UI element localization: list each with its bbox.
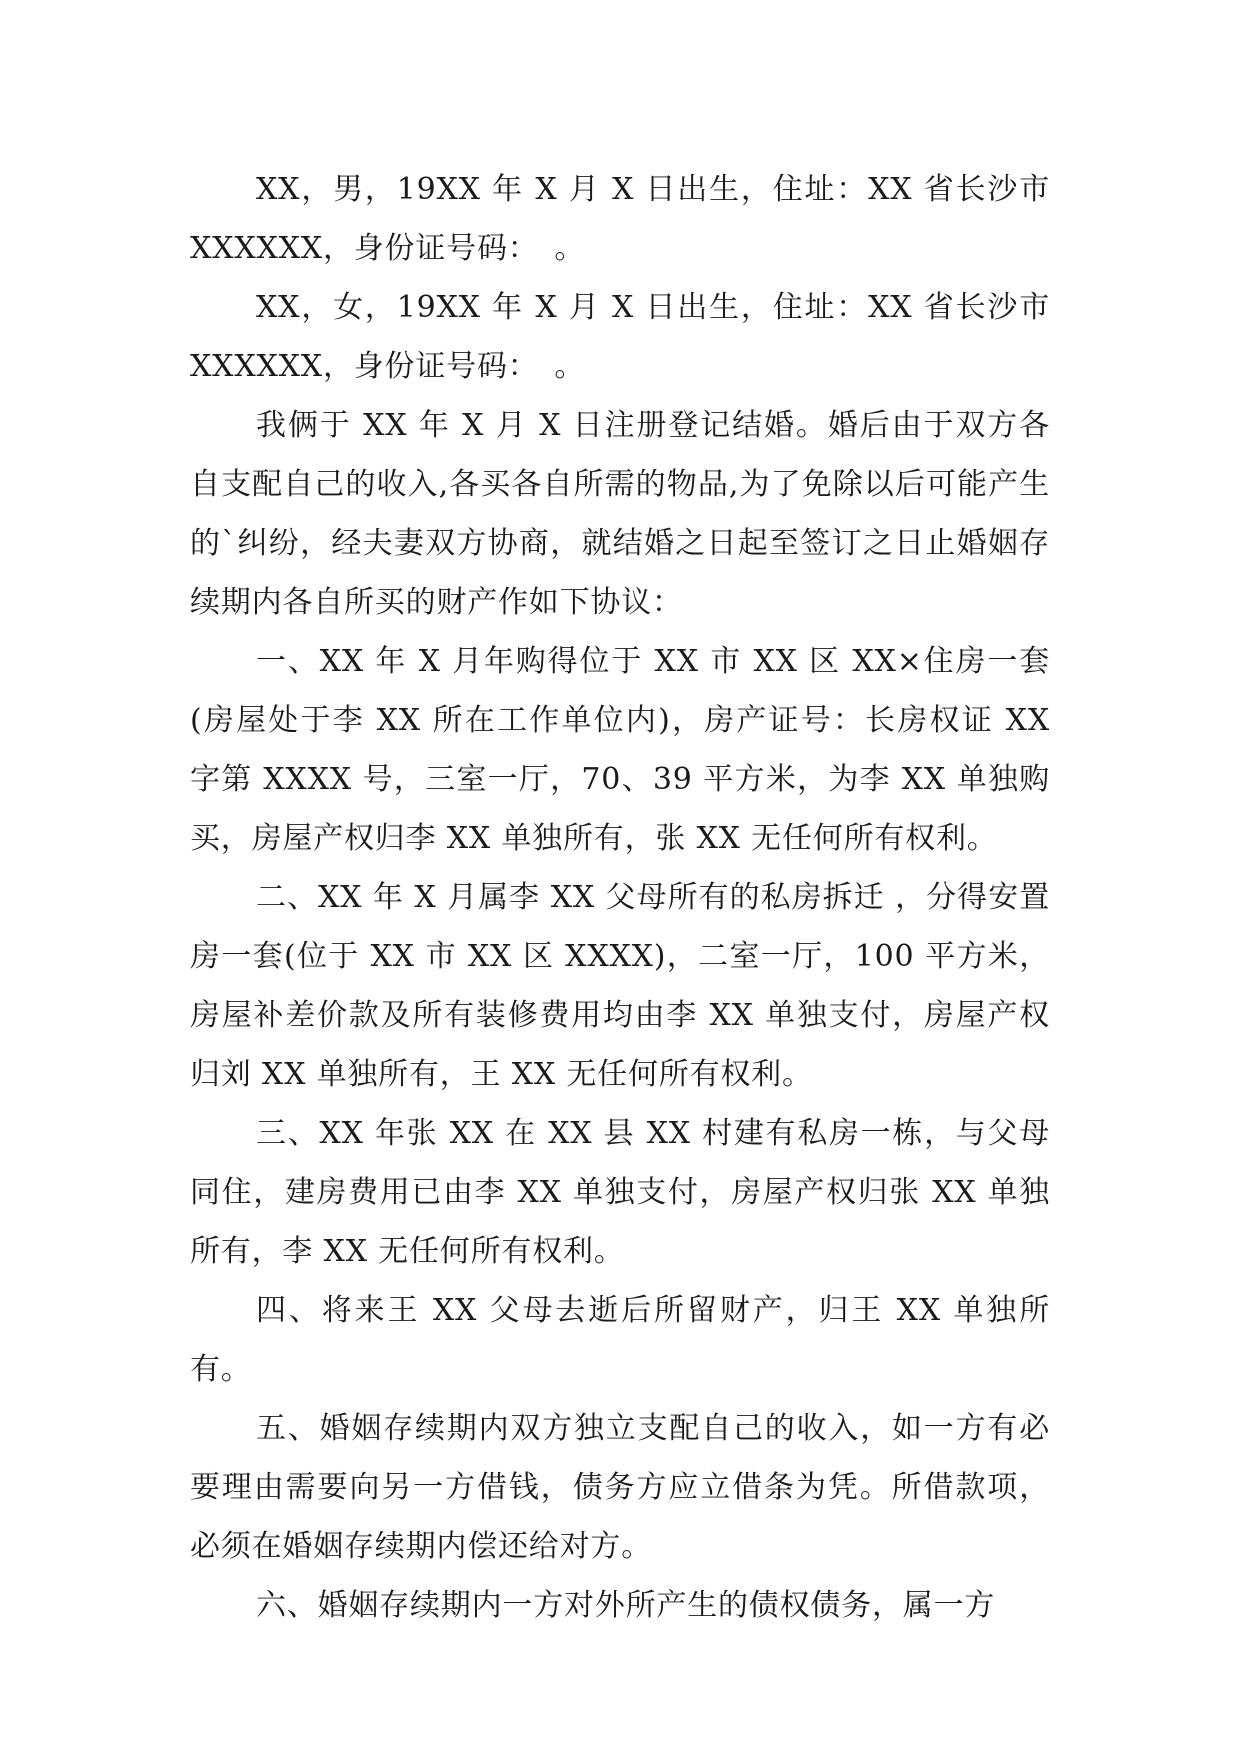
paragraph-clause-6: 六、婚姻存续期内一方对外所产生的债权债务，属一方 bbox=[256, 1588, 996, 1623]
paragraph-party-male: XX，男，19XX 年 X 月 X 日出生，住址：XX 省长沙市 XXXXXX，身份证号码： 。 bbox=[190, 172, 1050, 266]
paragraph-clause-1: 一、XX 年 X 月年购得位于 XX 市 XX 区 XX×住房一套(房屋处于李 XX 所在工作单位内)，房产证号：长房权证 XX 字第 XXXX 号，三室一厅，70、39 平方米，为李 XX 单独购买，房屋产权归李 XX 单独所有，张 XX 无任何所有权利。 bbox=[190, 644, 1050, 856]
paragraph-clause-3: 三、XX 年张 XX 在 XX 县 XX 村建有私房一栋，与父母同住，建房费用已由李 XX 单独支付，房屋产权归张 XX 单独所有，李 XX 无任何所有权利。 bbox=[190, 1116, 1050, 1269]
paragraph-party-female: XX，女，19XX 年 X 月 X 日出生，住址：XX 省长沙市 XXXXXX，身份证号码： 。 bbox=[190, 290, 1050, 384]
paragraph-clause-4: 四、将来王 XX 父母去逝后所留财产，归王 XX 单独所有。 bbox=[190, 1293, 1050, 1387]
document-body bbox=[190, 160, 1050, 1635]
paragraph-preamble: 我俩于 XX 年 X 月 X 日注册登记结婚。婚后由于双方各自支配自己的收入,各买各自所需的物品,为了免除以后可能产生的`纠纷，经夫妻双方协商，就结婚之日起至签订之日止婚姻存续期内各自所买的财产作如下协议： bbox=[190, 408, 1050, 620]
paragraph-clause-5: 五、婚姻存续期内双方独立支配自己的收入，如一方有必要理由需要向另一方借钱，债务方应立借条为凭。所借款项，必须在婚姻存续期内偿还给对方。 bbox=[190, 1411, 1050, 1564]
paragraph-clause-2: 二、XX 年 X 月属李 XX 父母所有的私房拆迁 ，分得安置房一套(位于 XX 市 XX 区 XXXX)，二室一厅，100 平方米，房屋补差价款及所有装修费用均由李 XX 单独支付，房屋产权归刘 XX 单独所有，王 XX 无任何所有权利。 bbox=[190, 880, 1050, 1092]
